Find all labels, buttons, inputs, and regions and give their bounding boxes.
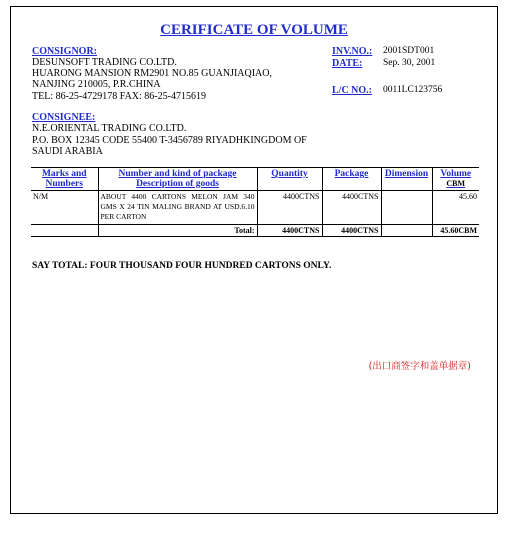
header-marks: Marks and Numbers <box>31 168 98 191</box>
table-row <box>31 191 479 225</box>
header-dimension: Dimension <box>381 168 432 191</box>
cell-description: ABOUT 4400 CARTONS MELON JAM 340 GMS X 24 TIN MALING BRAND AT USD.6.10 PER CARTON <box>98 191 257 225</box>
table-header-row <box>31 168 479 191</box>
header-volume <box>432 168 479 191</box>
total-label: Total: <box>98 225 257 237</box>
header-quantity: Quantity <box>257 168 322 191</box>
consignee-label: CONSIGNEE: <box>32 112 96 123</box>
consignee-line: N.E.ORIENTAL TRADING CO.LTD. <box>32 123 187 134</box>
total-quantity: 4400CTNS <box>257 225 322 237</box>
header-package: Package <box>322 168 381 191</box>
lc-number-value: 0011LC123756 <box>383 85 443 95</box>
consignee-line: P.O. BOX 12345 CODE 55400 T-3456789 RIYADHKINGDOM OF <box>32 135 307 146</box>
cell-dimension <box>381 191 432 225</box>
invoice-number-label: INV.NO.: <box>332 46 373 57</box>
total-package: 4400CTNS <box>322 225 381 237</box>
total-empty-cell <box>31 225 98 237</box>
consignee-line: SAUDI ARABIA <box>32 146 103 157</box>
say-total: SAY TOTAL: FOUR THOUSAND FOUR HUNDRED CARTONS ONLY. <box>32 261 332 271</box>
cell-package: 4400CTNS <box>322 191 381 225</box>
date-label: DATE: <box>332 58 363 69</box>
header-volume-label: Volume <box>440 169 472 179</box>
certificate-page <box>10 6 498 514</box>
header-kind-description: Number and kind of package Description of goods <box>98 168 257 191</box>
total-dimension <box>381 225 432 237</box>
total-row <box>31 225 479 237</box>
signature-note: (出口商签字和盖单据章) <box>368 361 471 372</box>
consignor-line: NANJING 210005, P.R.CHINA <box>32 79 161 90</box>
goods-table <box>31 167 479 237</box>
cell-marks: N/M <box>31 191 98 225</box>
total-volume: 45.60CBM <box>432 225 479 237</box>
consignor-line: HUARONG MANSION RM2901 NO.85 GUANJIAQIAO, <box>32 68 272 79</box>
consignor-line: DESUNSOFT TRADING CO.LTD. <box>32 57 177 68</box>
invoice-number-value: 2001SDT001 <box>383 46 435 56</box>
document-title: CERIFICATE OF VOLUME <box>160 22 348 38</box>
cell-volume: 45.60 <box>432 191 479 225</box>
header-volume-unit: CBM <box>446 179 466 188</box>
consignor-line: TEL: 86-25-4729178 FAX: 86-25-4715619 <box>32 91 206 102</box>
cell-quantity: 4400CTNS <box>257 191 322 225</box>
lc-number-label: L/C NO.: <box>332 85 372 96</box>
date-value: Sep. 30, 2001 <box>383 58 436 68</box>
consignor-label: CONSIGNOR: <box>32 46 98 57</box>
